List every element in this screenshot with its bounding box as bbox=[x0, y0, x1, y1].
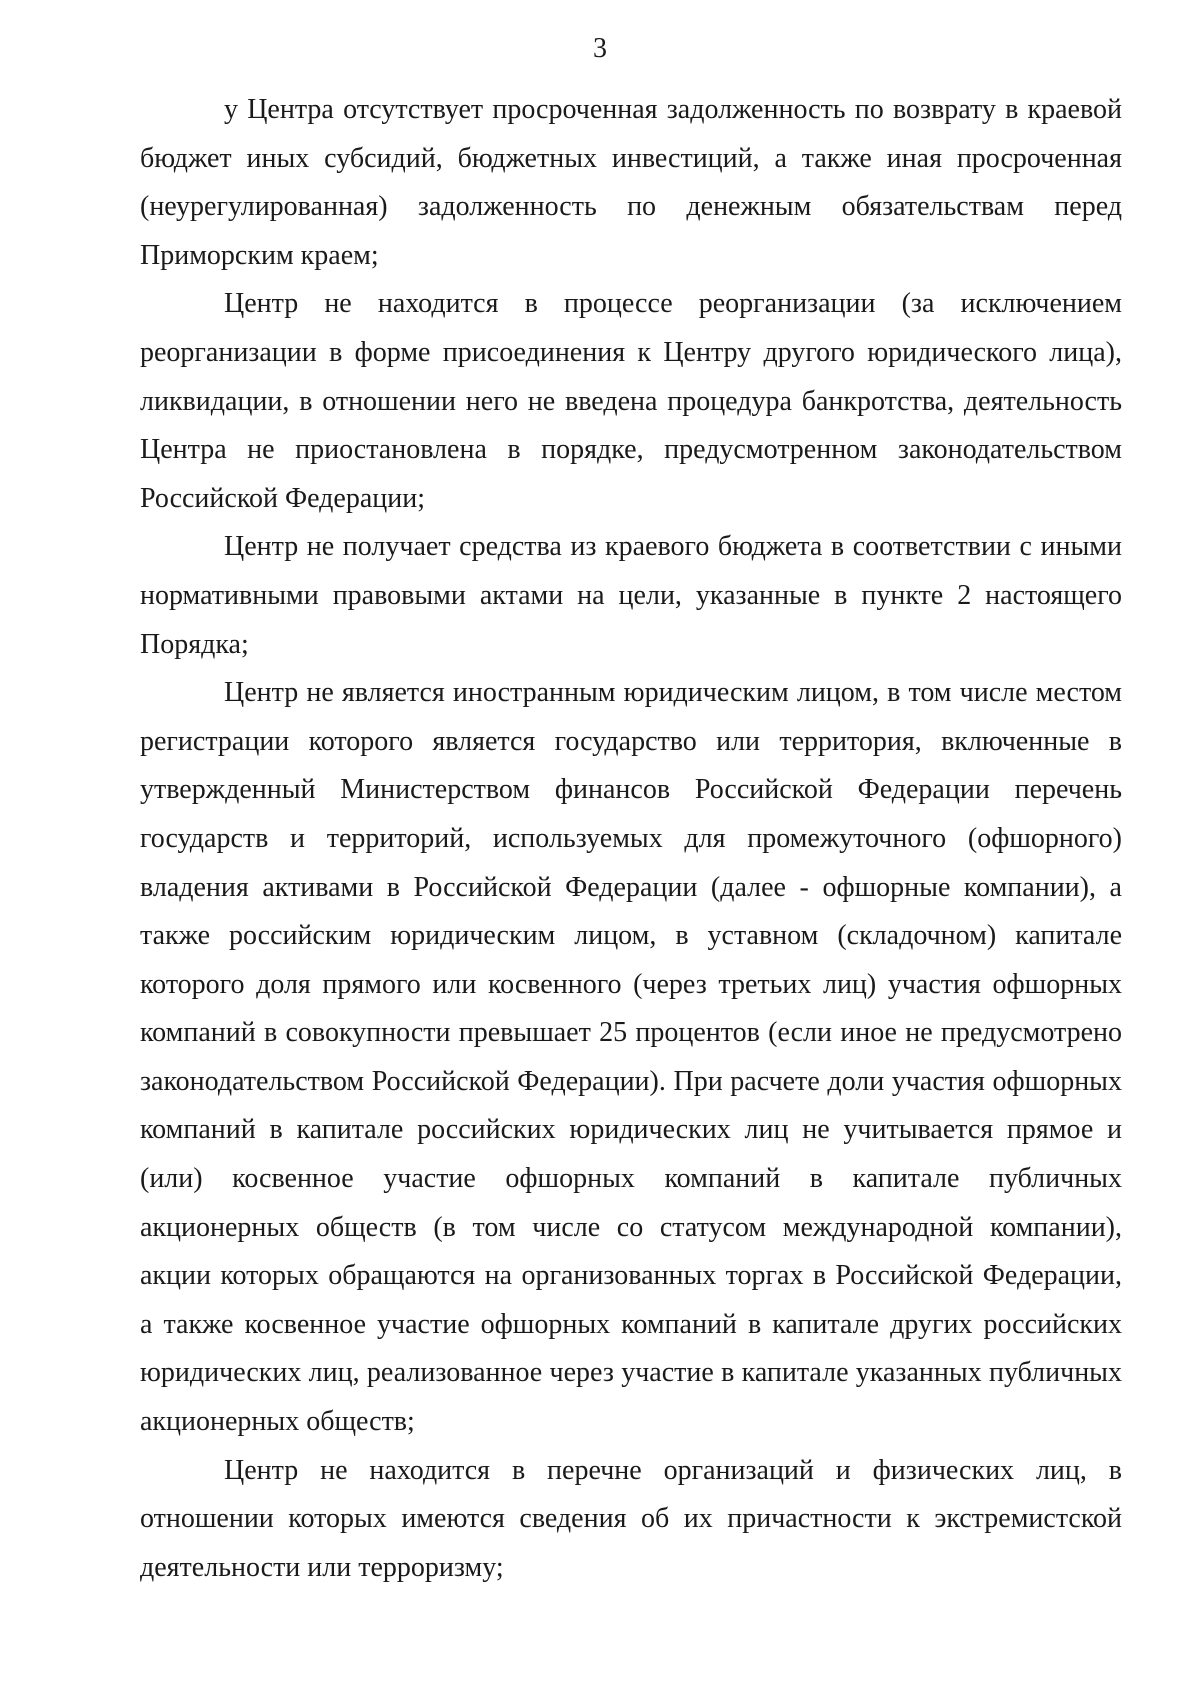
paragraph-no-other-funding: Центр не получает средства из краевого бюджета в соответствии с иными нормативными правовыми актами на цели, указанные в пункте 2 настоящего Порядка; bbox=[140, 531, 1122, 660]
document-body bbox=[140, 86, 1122, 1592]
page-number: 3 bbox=[593, 33, 607, 64]
paragraph-no-overdue-debt: у Центра отсутствует просроченная задолженность по возврату в краевой бюджет иных субсидий, бюджетных инвестиций, а также иная просроченная (неурегулированная) задолженность по денежным обязательствам перед Приморским краем; bbox=[140, 94, 1122, 271]
paragraph-not-foreign-entity: Центр не является иностранным юридическим лицом, в том числе местом регистрации которого является государство или территория, включенные в утвержденный Министерством финансов Российской Федерации перечень государств и территорий, используемых для промежуточного (офшорного) владения активами в Российской Федерации (далее - офшорные компании), а также российским юридическим лицом, в уставном (складочном) капитале которого доля прямого или косвенного (через третьих лиц) участия офшорных компаний в совокупности превышает 25 процентов (если иное не предусмотрено законодательством Российской Федерации). При расчете доли участия офшорных компаний в капитале российских юридических лиц не учитывается прямое и (или) косвенное участие офшорных компаний в капитале публичных акционерных обществ (в том числе со статусом международной компании), акции которых обращаются на организованных торгах в Российской Федерации, а также косвенное участие офшорных компаний в капитале других российских юридических лиц, реализованное через участие в капитале указанных публичных акционерных обществ; bbox=[140, 677, 1122, 1438]
paragraph-not-in-extremism-list: Центр не находится в перечне организаций и физических лиц, в отношении которых имеются сведения об их причастности к экстремистской деятельности или терроризму; bbox=[140, 1454, 1122, 1583]
paragraph-no-reorganization: Центр не находится в процессе реорганизации (за исключением реорганизации в форме присоединения к Центру другого юридического лица), ликвидации, в отношении него не введена процедура банкротства, деятельность Центра не приостановлена в порядке, предусмотренном законодательством Российской Федерации; bbox=[140, 288, 1122, 514]
